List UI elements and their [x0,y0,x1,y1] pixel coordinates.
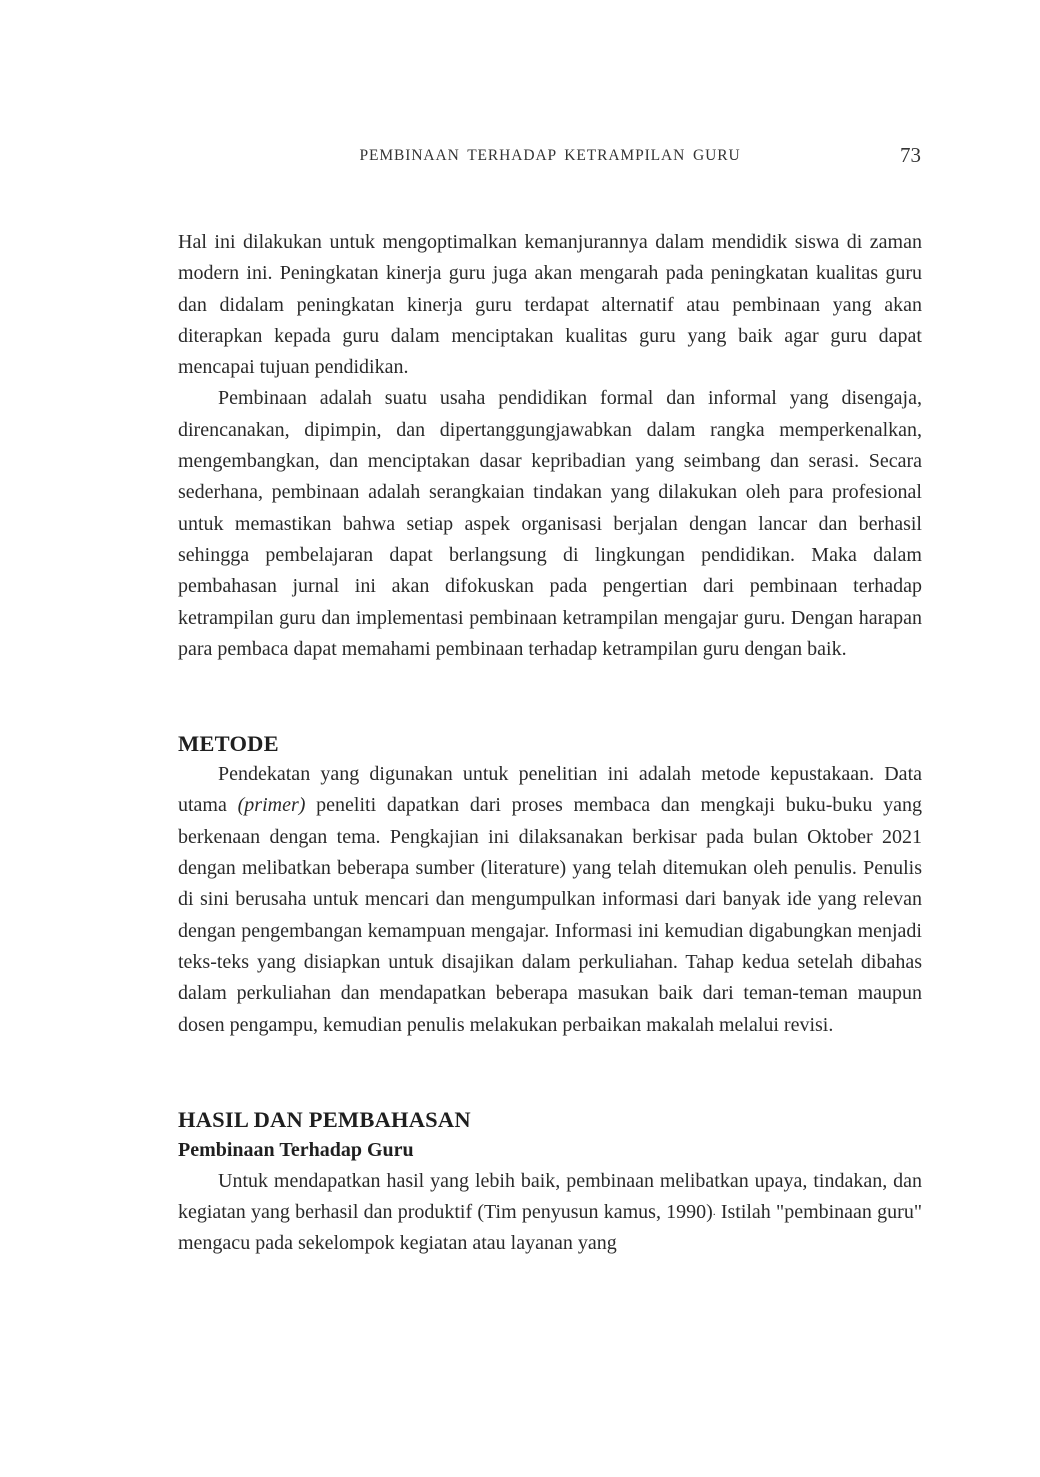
hasil-paragraph [178,1166,922,1260]
running-title: PEMBINAAN TERHADAP KETRAMPILAN GURU [359,147,741,164]
section-heading-metode: METODE [178,731,279,757]
page-number: 73 [900,143,921,167]
citation-dot: . [712,1206,716,1219]
subheading-pembinaan: Pembinaan Terhadap Guru [178,1138,414,1161]
metode-text-start: Pendekatan yang digunakan untuk penelitian ini adalah metode kepustakaan. Data utama [178,763,922,817]
running-header [178,143,922,173]
body-text [178,227,922,1260]
hasil-text-start: Untuk mendapatkan hasil yang lebih baik, pembinaan melibatkan upaya, tindakan, dan kegiatan yang berhasil dan produktif (Tim penyusun kamus, 1990) [178,1169,922,1224]
intro-paragraph-1: Hal ini dilakukan untuk mengoptimalkan kemanjurannya dalam mendidik siswa di zaman modern ini. Peningkatan kinerja guru juga akan mengarah pada peningkatan kualitas guru dan didalam peningkatan kinerja guru terdapat alternatif atau pembinaan yang akan diterapkan kepada guru dalam menciptakan kualitas guru yang baik agar guru dapat mencapai tujuan pendidikan. [178,231,922,379]
metode-paragraph [178,759,922,1041]
intro-paragraph-2: Pembinaan adalah suatu usaha pendidikan formal dan informal yang disengaja, direncanakan, dipimpin, dan dipertanggungjawabkan dalam rangka memperkenalkan, mengembangkan, dan menciptakan dasar kepribadian yang seimbang dan serasi. Secara sederhana, pembinaan adalah serangkaian tindakan yang dilakukan oleh para profesional untuk memastikan bahwa setiap aspek organisasi berjalan dengan lancar dan berhasil sehingga pembelajaran dapat berlangsung di lingkungan pendidikan. Maka dalam pembahasan jurnal ini akan difokuskan pada pengertian dari pembinaan terhadap ketrampilan guru dan implementasi pembinaan ketrampilan mengajar guru. Dengan harapan para pembaca dapat memahami pembinaan terhadap ketrampilan guru dengan baik. [178,387,922,660]
hasil-text-end: Istilah "pembinaan guru" mengacu pada sekelompok kegiatan atau layanan yang [178,1201,922,1255]
metode-text-end: peneliti dapatkan dari proses membaca dan mengkaji buku-buku yang berkenaan dengan tema. Pengkajian ini dilaksanakan berkisar pada bulan Oktober 2021 dengan melibatkan beberapa sumber (literature) yang telah ditemukan oleh penulis. Penulis di sini berusaha untuk mencari dan mengumpulkan informasi dari banyak ide yang relevan dengan pengembangan kemampuan mengajar. Informasi ini kemudian digabungkan menjadi teks-teks yang disiapkan untuk disajikan dalam perkuliahan. Tahap kedua setelah dibahas dalam perkuliahan dan mendapatkan beberapa masukan baik dari teman-teman maupun dosen pengampu, kemudian penulis melakukan perbaikan makalah melalui revisi. [178,794,922,1036]
metode-italic-term: (primer) [237,794,306,817]
section-heading-hasil: HASIL DAN PEMBAHASAN [178,1106,471,1132]
